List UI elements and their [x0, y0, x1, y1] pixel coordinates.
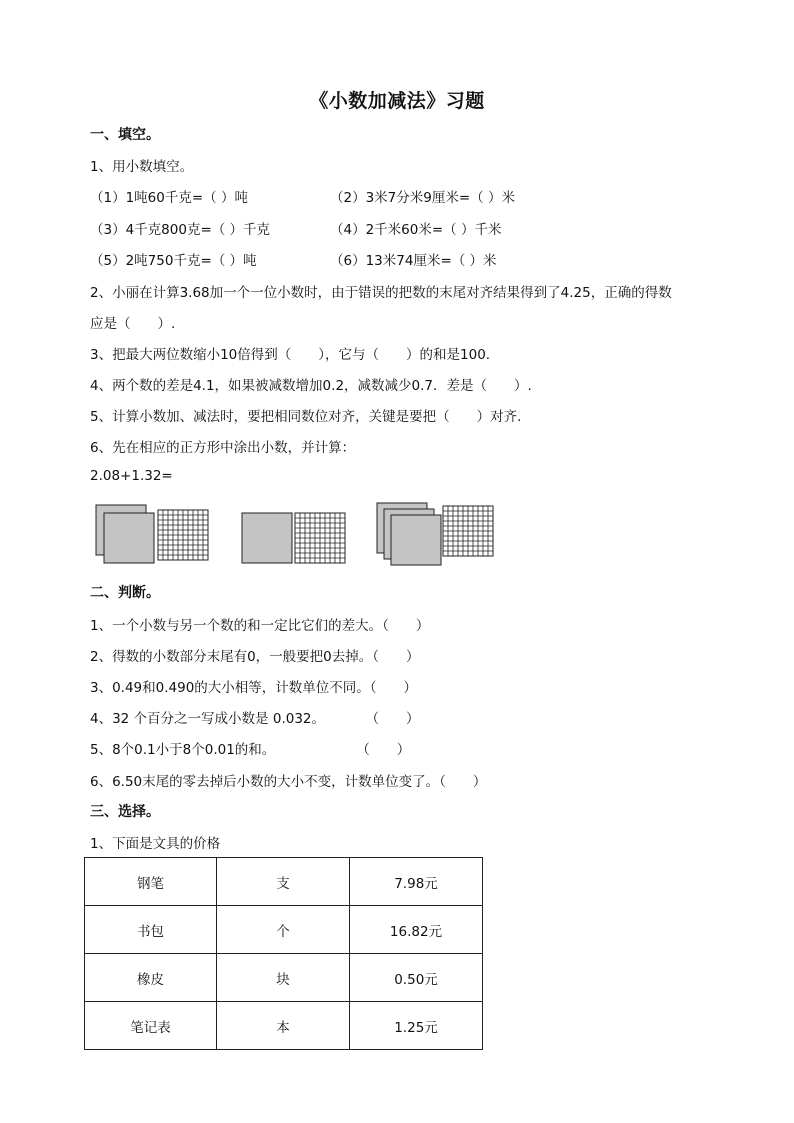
stacked-square: [391, 515, 441, 565]
fill-item-3: （3）4千克800克=（ ）千克: [90, 222, 271, 238]
section-3-heading: 三、选择。: [90, 804, 160, 820]
item-unit: 个: [217, 906, 350, 954]
page-title: 《小数加减法》习题: [309, 90, 485, 112]
expression: 2.08+1.32=: [90, 468, 173, 484]
question-1-6: 6、先在相应的正方形中涂出小数，并计算：: [90, 440, 356, 456]
hundred-grid: [443, 506, 493, 556]
judge-item-2: 2、得数的小数部分末尾有0，一般要把0去掉。（ ）: [90, 649, 420, 665]
judge-item-1: 1、一个小数与另一个数的和一定比它们的差大。（ ）: [90, 618, 430, 634]
item-unit: 本: [217, 1002, 350, 1050]
fill-item-4: （4）2千米60米=（ ）千米: [330, 222, 502, 238]
fill-item-5: （5）2吨750千克=（ ）吨: [90, 253, 257, 269]
item-price: 7.98元: [350, 858, 483, 906]
item-name: 钢笔: [85, 858, 217, 906]
table-row: [85, 954, 483, 1002]
item-name: 书包: [85, 906, 217, 954]
judge-item-4: 4、32 个百分之一写成小数是 0.032。 （ ）: [90, 711, 420, 727]
item-unit: 支: [217, 858, 350, 906]
fill-item-2: （2）3米7分米9厘米=（ ）米: [330, 190, 515, 206]
table-row: [85, 906, 483, 954]
price-table: [84, 857, 483, 1050]
question-1-2-line2: 应是（ ）.: [90, 316, 176, 332]
judge-item-5: 5、8个0.1小于8个0.01的和。 （ ）: [90, 742, 411, 758]
fill-item-1: （1）1吨60千克=（ ）吨: [90, 190, 248, 206]
item-name: 橡皮: [85, 954, 217, 1002]
shaded-square: [242, 513, 292, 563]
decimal-squares-figure: [90, 500, 510, 570]
item-price: 1.25元: [350, 1002, 483, 1050]
item-price: 0.50元: [350, 954, 483, 1002]
item-unit: 块: [217, 954, 350, 1002]
item-name: 笔记表: [85, 1002, 217, 1050]
stacked-square: [104, 513, 154, 563]
item-price: 16.82元: [350, 906, 483, 954]
question-1-5: 5、计算小数加、减法时，要把相同数位对齐，关键是要把（ ）对齐.: [90, 409, 522, 425]
question-1-4: 4、两个数的差是4.1，如果被减数增加0.2，减数减少0.7．差是（ ）.: [90, 378, 532, 394]
question-1-2-line1: 2、小丽在计算3.68加一个一位小数时，由于错误的把数的末尾对齐结果得到了4.25，正确的得数: [90, 285, 672, 301]
fill-item-6: （6）13米74厘米=（ ）米: [330, 253, 497, 269]
judge-item-6: 6、6.50末尾的零去掉后小数的大小不变，计数单位变了。（ ）: [90, 774, 487, 790]
table-row: [85, 858, 483, 906]
hundred-grid: [295, 513, 345, 563]
question-3-1: 1、下面是文具的价格: [90, 836, 221, 852]
hundred-grid: [158, 510, 208, 560]
section-2-heading: 二、判断。: [90, 585, 160, 601]
question-1-3: 3、把最大两位数缩小10倍得到（ ），它与（ ）的和是100.: [90, 347, 491, 363]
section-1-heading: 一、填空。: [90, 127, 160, 143]
question-1-1: 1、用小数填空。: [90, 159, 194, 175]
table-row: [85, 1002, 483, 1050]
judge-item-3: 3、0.49和0.490的大小相等，计数单位不同。（ ）: [90, 680, 418, 696]
